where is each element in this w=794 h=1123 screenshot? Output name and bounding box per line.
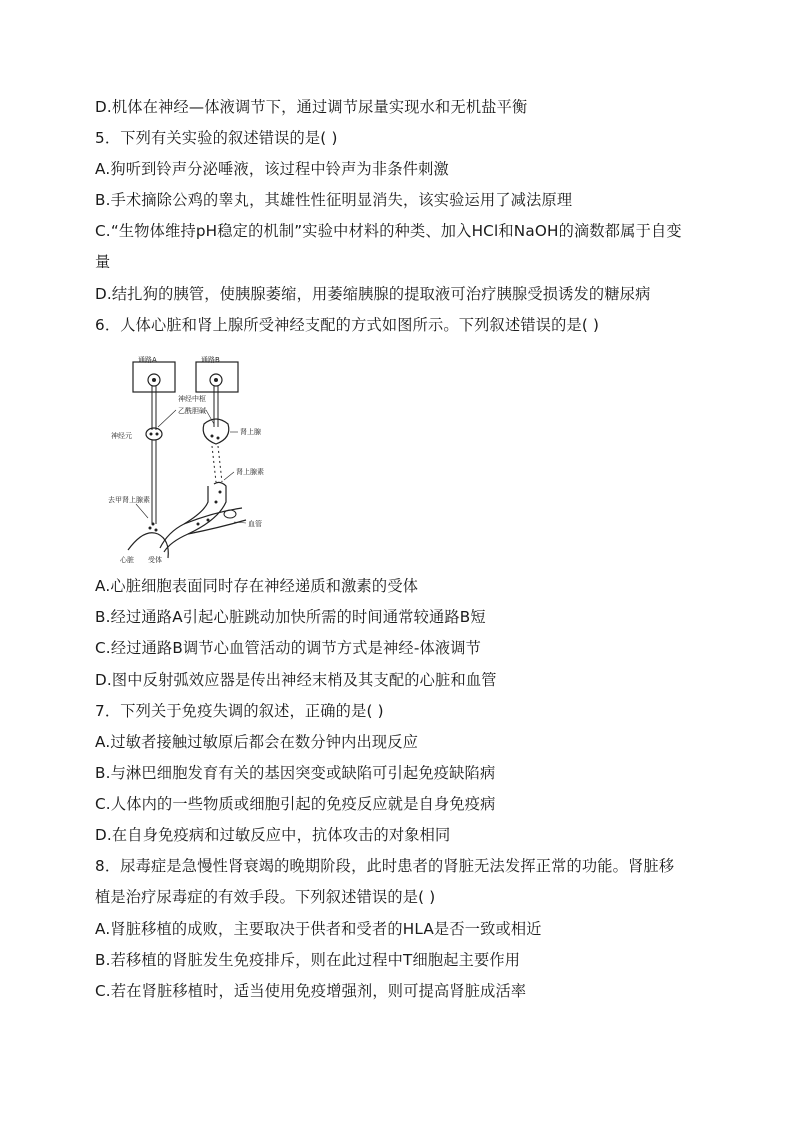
path-a-box	[133, 362, 175, 392]
q4-option-d: D.机体在神经—体液调节下，通过调节尿量实现水和无机盐平衡	[95, 98, 528, 116]
q5-option-a: A.狗听到铃声分泌唾液，该过程中铃声为非条件刺激	[95, 160, 449, 178]
neuron-label: 神经元	[111, 432, 132, 440]
q6-stem: 6．人体心脏和肾上腺所受神经支配的方式如图所示。下列叙述错误的是( )	[95, 316, 600, 334]
q8-option-a: A.肾脏移植的成败，主要取决于供者和受者的HLA是否一致或相近	[95, 920, 542, 938]
q8-option-c: C.若在肾脏移植时，适当使用免疫增强剂，则可提高肾脏成活率	[95, 982, 527, 1000]
ach-label: 乙酰胆碱	[178, 407, 206, 415]
q5-stem: 5．下列有关实验的叙述错误的是( )	[95, 129, 338, 147]
adrenal-label: 肾上腺	[240, 428, 261, 436]
q7-stem: 7．下列关于免疫失调的叙述，正确的是( )	[95, 702, 384, 720]
path-b-box	[196, 362, 238, 392]
heart-label: 心脏	[120, 556, 134, 564]
center-label: 神经中枢	[178, 395, 206, 403]
q8-stem: 8．尿毒症是急慢性肾衰竭的晚期阶段，此时患者的肾脏无法发挥正常的功能。肾脏移	[95, 857, 675, 875]
q7-option-c: C.人体内的一些物质或细胞引起的免疫反应就是自身免疫病	[95, 795, 496, 813]
q5-option-b: B.手术摘除公鸡的睾丸，其雄性性征明显消失，该实验运用了减法原理	[95, 191, 573, 209]
adrenaline-label: 肾上腺素	[236, 468, 264, 476]
nerve-diagram-svg	[108, 352, 288, 564]
q7-option-a: A.过敏者接触过敏原后都会在数分钟内出现反应	[95, 733, 419, 751]
nerve-diagram	[108, 352, 288, 564]
q8-stem-cont: 植是治疗尿毒症的有效手段。下列叙述错误的是( )	[95, 888, 436, 906]
q7-option-b: B.与淋巴细胞发育有关的基因突变或缺陷可引起免疫缺陷病	[95, 764, 496, 782]
q5-option-c: C.“生物体维持pH稳定的机制”实验中材料的种类、加入HCl和NaOH的滴数都属于自变	[95, 222, 682, 240]
path-a-label: 通路A	[138, 356, 157, 364]
q5-option-d: D.结扎狗的胰管，使胰腺萎缩，用萎缩胰腺的提取液可治疗胰腺受损诱发的糖尿病	[95, 285, 651, 303]
q7-option-d: D.在自身免疫病和过敏反应中，抗体攻击的对象相同	[95, 826, 451, 844]
q6-option-a: A.心脏细胞表面同时存在神经递质和激素的受体	[95, 577, 419, 595]
receptor-label: 受体	[148, 556, 162, 564]
q6-option-d: D.图中反射弧效应器是传出神经末梢及其支配的心脏和血管	[95, 671, 497, 689]
path-b-label: 通路B	[201, 356, 220, 364]
q6-option-b: B.经过通路A引起心脏跳动加快所需的时间通常较通路B短	[95, 608, 486, 626]
noradrenaline-label: 去甲肾上腺素	[108, 496, 150, 504]
q6-option-c: C.经过通路B调节心血管活动的调节方式是神经-体液调节	[95, 639, 482, 657]
q8-option-b: B.若移植的肾脏发生免疫排斥，则在此过程中T细胞起主要作用	[95, 951, 521, 969]
heart-shape	[128, 533, 168, 558]
vessel-label: 血管	[248, 520, 262, 528]
q5-option-c-cont: 量	[95, 253, 111, 271]
